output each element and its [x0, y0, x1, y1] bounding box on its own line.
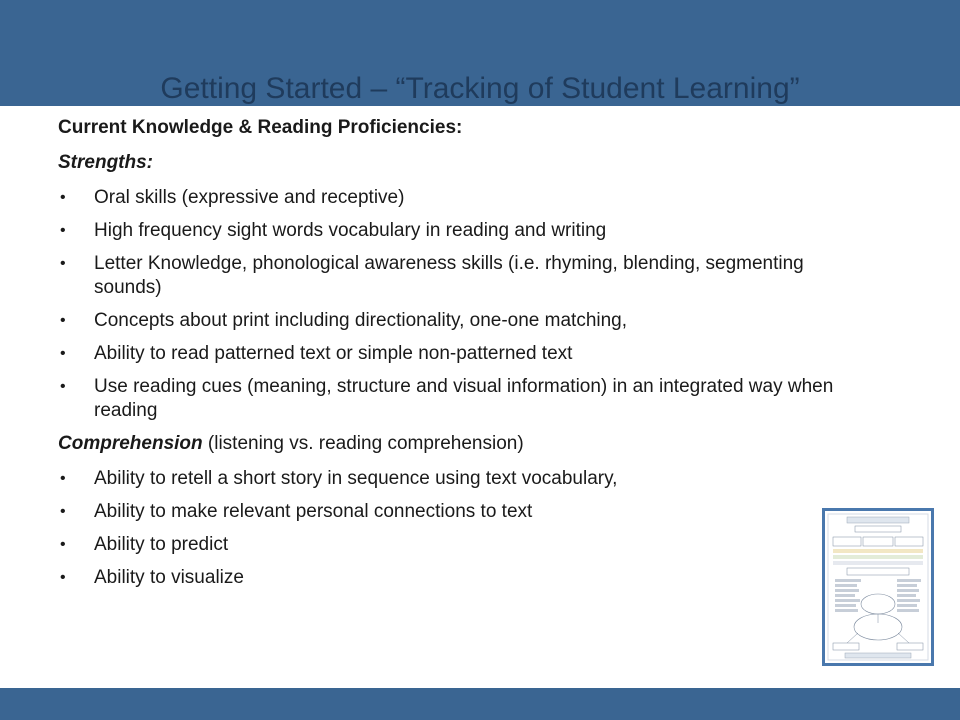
list-item — [58, 186, 858, 210]
bullet-text: Ability to visualize — [94, 567, 244, 588]
bullet-text: Concepts about print including directionality, one-one matching, — [94, 310, 628, 331]
bullet-text: Use reading cues (meaning, structure and visual information) in an integrated way when reading — [94, 376, 834, 421]
footer-band — [0, 688, 960, 720]
list-item — [58, 342, 858, 366]
slide-title: Getting Started – “Tracking of Student Learning” — [160, 72, 800, 105]
list-item — [58, 467, 858, 491]
bullet-icon: • — [60, 503, 66, 520]
bullet-text: Letter Knowledge, phonological awareness skills (i.e. rhyming, blending, segmenting sounds) — [94, 253, 804, 298]
list-item — [58, 252, 858, 300]
list-item — [58, 566, 858, 590]
bullet-text: Oral skills (expressive and receptive) — [94, 187, 405, 208]
bullet-icon: • — [60, 569, 66, 586]
document-thumbnail-image — [822, 508, 934, 666]
bullet-icon: • — [60, 222, 66, 239]
bullet-text: Ability to retell a short story in sequence using text vocabulary, — [94, 468, 618, 489]
list-item — [58, 375, 858, 423]
bullet-icon: • — [60, 312, 66, 329]
section-heading: Current Knowledge & Reading Proficiencies: — [58, 117, 463, 138]
bullet-icon: • — [60, 345, 66, 362]
bullet-icon: • — [60, 470, 66, 487]
bullet-icon: • — [60, 255, 66, 272]
bullet-text: High frequency sight words vocabulary in reading and writing — [94, 220, 607, 241]
bullet-icon: • — [60, 536, 66, 553]
comprehension-subtitle: (listening vs. reading comprehension) — [202, 433, 524, 454]
slide-content — [58, 116, 858, 599]
flowchart-thumbnail-graphic — [825, 511, 931, 663]
list-item — [58, 500, 858, 524]
list-item — [58, 533, 858, 557]
strengths-label: Strengths: — [58, 152, 153, 173]
bullet-icon: • — [60, 189, 66, 206]
bullet-text: Ability to make relevant personal connections to text — [94, 501, 533, 522]
bullet-icon: • — [60, 378, 66, 395]
list-item — [58, 219, 858, 243]
comprehension-term: Comprehension — [58, 433, 203, 454]
comprehension-heading — [58, 432, 858, 456]
list-item — [58, 309, 858, 333]
bullet-text: Ability to predict — [94, 534, 229, 555]
bullet-text: Ability to read patterned text or simple non-patterned text — [94, 343, 573, 364]
